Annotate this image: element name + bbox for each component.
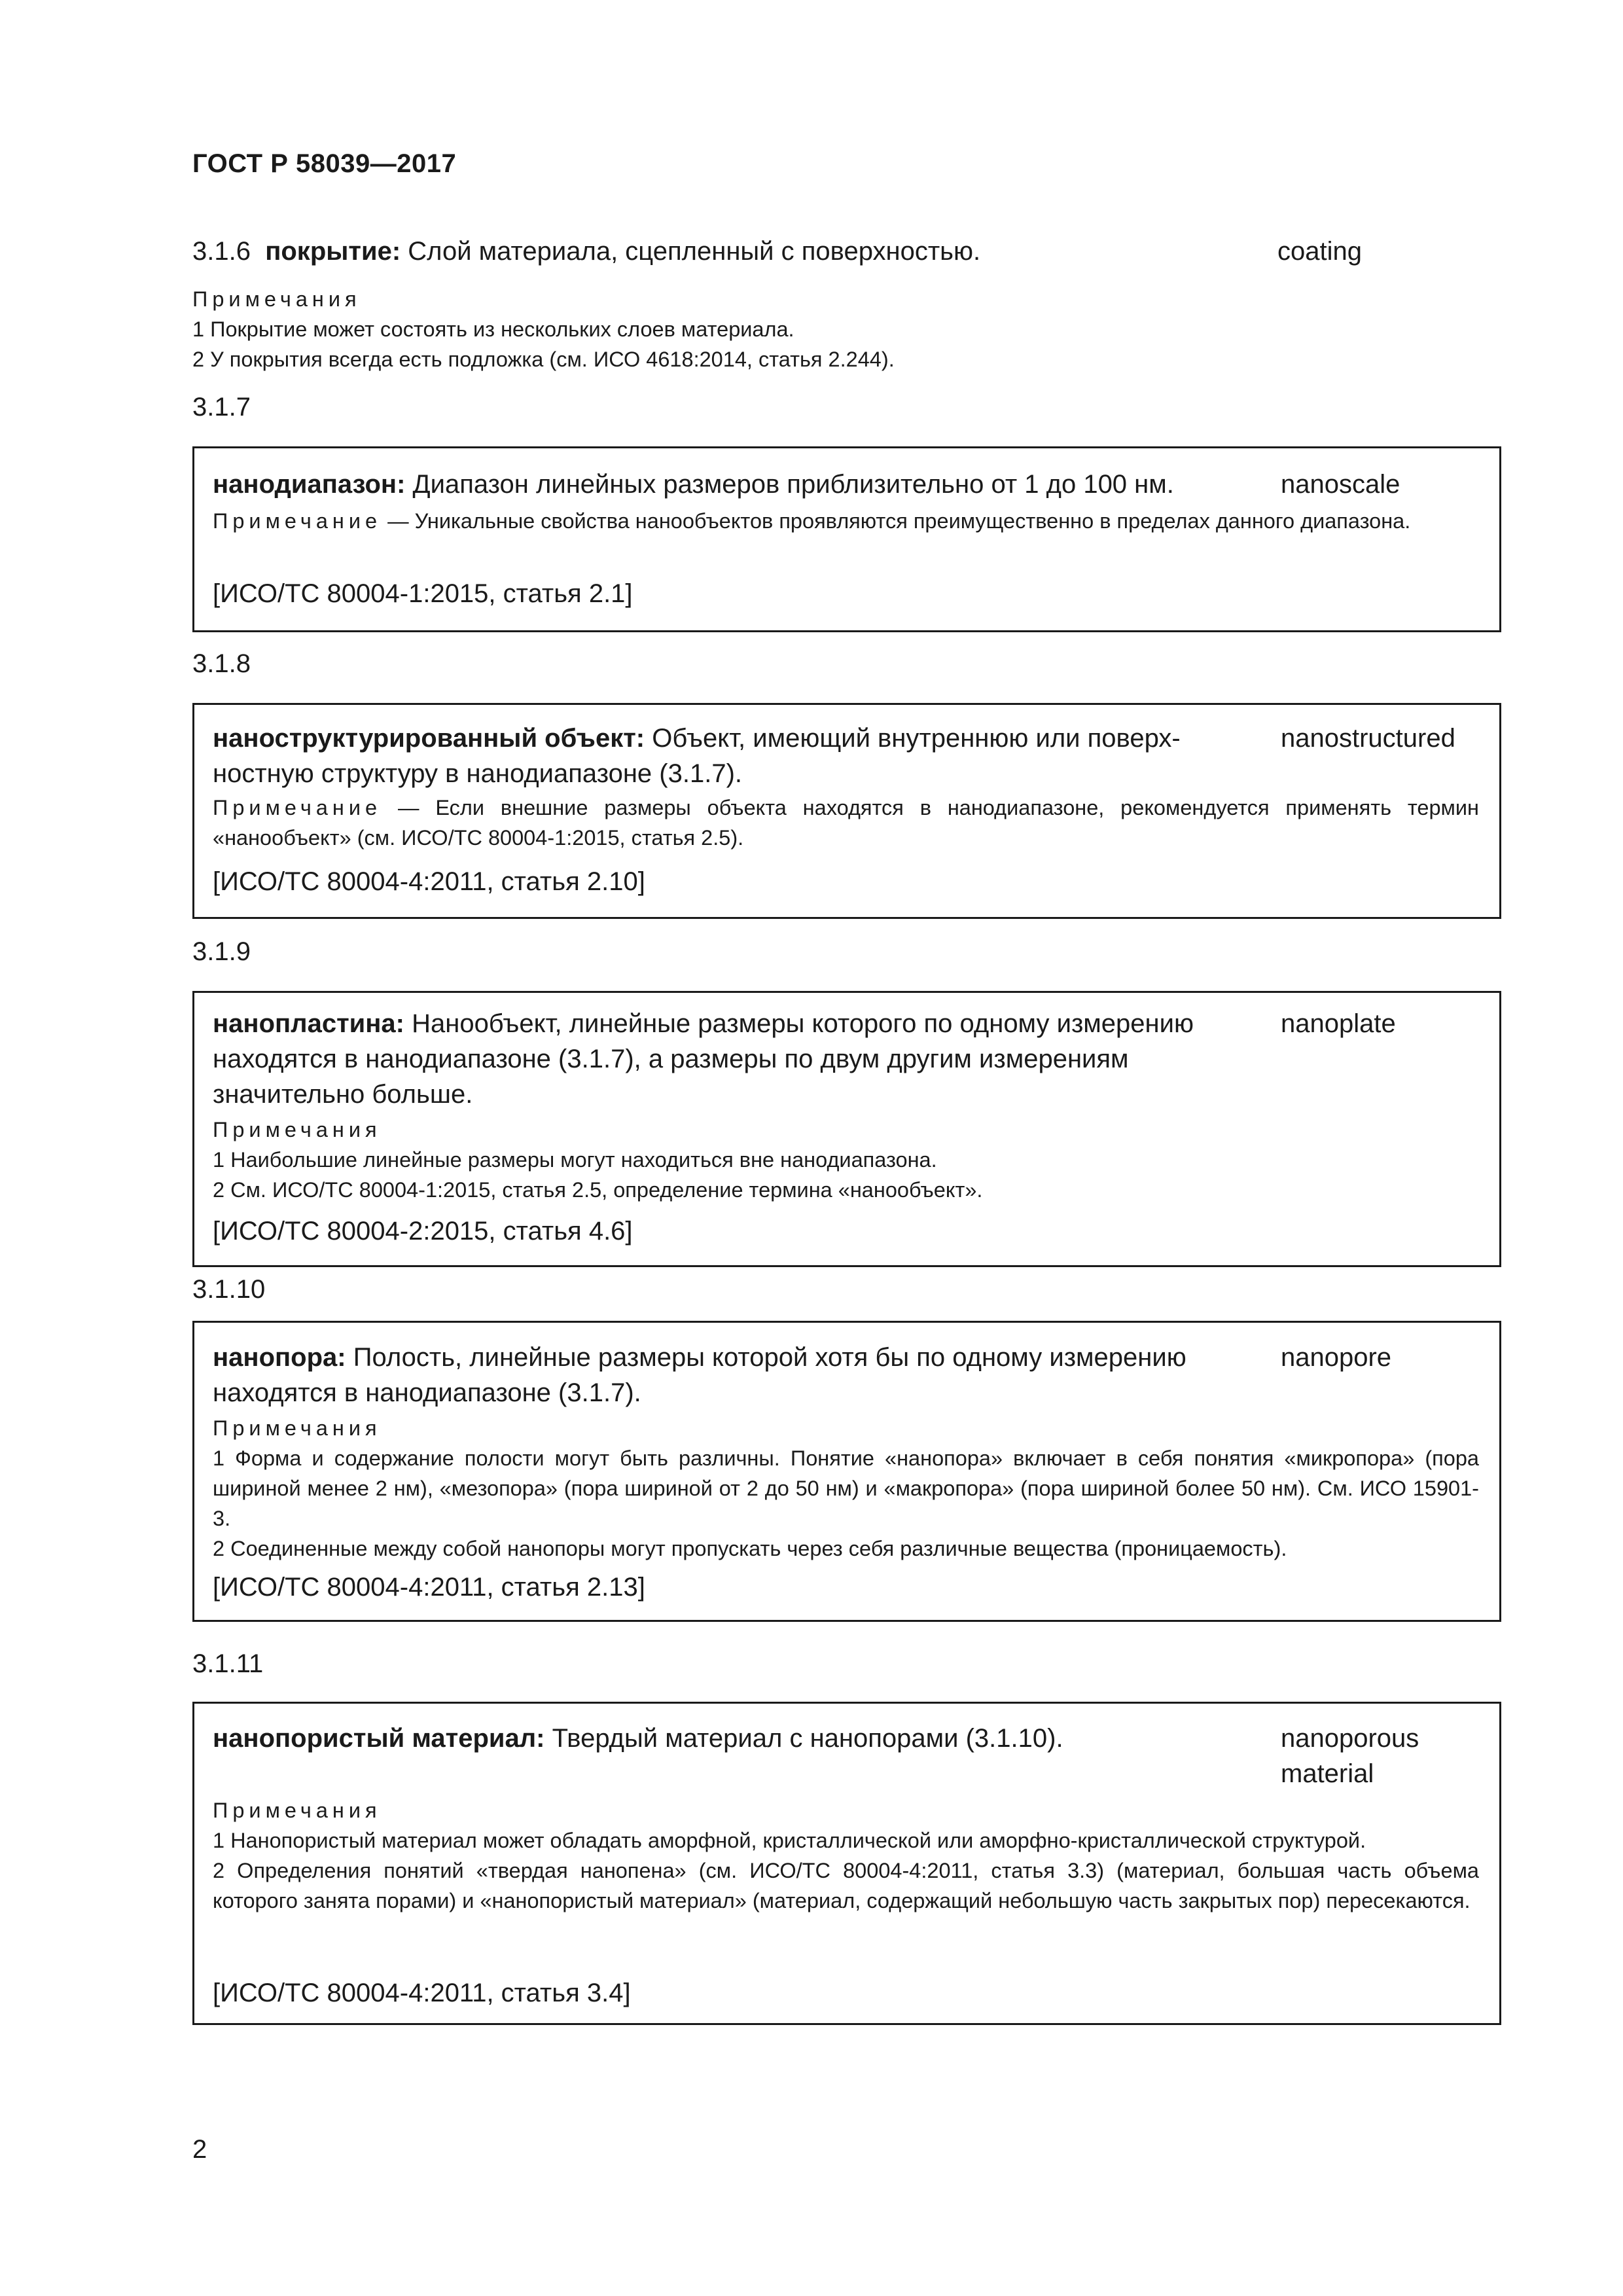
note-item: 2 У покрытия всегда есть подложка (см. ИСО 4618:2014, статья 2.244). [192,348,895,371]
notes-label: Примечание [213,509,382,533]
note: Примечание — Если внешние размеры объекта находятся в нанодиапазоне, рекомендуется применять термин «нанообъект» (см. ИСО/ТС 80004-1:2015, статья 2.5). [213,796,1480,850]
term-box-3-1-9 [192,991,1501,1267]
definition: Слой материала, сцепленный с поверхностью. [408,237,981,266]
english-term: nanoplate [1281,1009,1396,1038]
document-header: ГОСТ Р 58039—2017 [192,149,457,178]
note-item: 1 Форма и содержание полости могут быть различны. Понятие «нанопора» включает в себя понятия «микропора» (пора шириной менее 2 нм), «мезопора» (пора шириной от 2 до 50 нм) и «макропора» (пора шириной более 50 нм). См. ИСО 15901-3. [213,1446,1479,1530]
note-item: 2 Соединенные между собой нанопоры могут пропускать через себя различные вещества (проницаемость). [213,1537,1287,1560]
definition: наноструктурированный объект: Объект, имеющий внутреннюю или поверх-ностную структуру в нанодиапазоне (3.1.7). [213,724,1181,788]
entry-number: 3.1.10 [192,1275,266,1304]
term: наноструктурированный объект: [213,724,645,753]
english-term: coating [1277,237,1362,266]
source-reference: [ИСО/ТС 80004-4:2011, статья 3.4] [213,1979,631,2007]
entry-number: 3.1.7 [192,393,251,422]
source-reference: [ИСО/ТС 80004-1:2015, статья 2.1] [213,579,633,608]
note-item: 1 Нанопористый материал может обладать аморфной, кристаллической или аморфно-кристаллической структурой. [213,1829,1366,1852]
source-reference: [ИСО/ТС 80004-4:2011, статья 2.10] [213,867,645,896]
note-item: 2 Определения понятий «твердая нанопена» (см. ИСО/ТС 80004-4:2011, статья 3.3) (материал, большая часть объема которого занята порами) и «нанопористый материал» (материал, содержащий небольшую часть закрытых пор) пересекаются. [213,1859,1479,1912]
english-term: nanostructured [1281,724,1455,753]
english-term: nanoscale [1281,470,1400,499]
note-item: 2 См. ИСО/ТС 80004-1:2015, статья 2.5, определение термина «нанообъект». [213,1178,983,1202]
source-reference: [ИСО/ТС 80004-4:2011, статья 2.13] [213,1573,645,1602]
term: нанопластина: [213,1009,404,1038]
page-number: 2 [192,2135,207,2164]
notes-block [213,1795,1479,1916]
entry-number: 3.1.9 [192,937,251,966]
note: Примечание — Уникальные свойства нанообъектов проявляются преимущественно в пределах данного диапазона. [213,509,1411,533]
term-box-3-1-10 [192,1321,1501,1622]
definition: нанопластина: Нанообъект, линейные размеры которого по одному измерению находятся в нанодиапазоне (3.1.7), а размеры по двум другим измерениям значительно больше. [213,1009,1194,1109]
note-item: 1 Покрытие может состоять из нескольких слоев материала. [192,317,794,341]
entry-number: 3.1.6 [192,237,251,266]
definition: нанопористый материал: Твердый материал с нанопорами (3.1.10). [213,1724,1063,1753]
notes-block [192,284,1482,374]
notes-block [213,1115,1479,1205]
notes-label: Примечания [213,1416,382,1440]
english-term: nanoporous material [1281,1724,1419,1788]
term-box-3-1-8 [192,703,1501,919]
definition: нанодиапазон: Диапазон линейных размеров приблизительно от 1 до 100 нм. [213,470,1174,499]
entry-number: 3.1.11 [192,1649,264,1678]
definition: нанопора: Полость, линейные размеры которой хотя бы по одному измерению находятся в нанодиапазоне (3.1.7). [213,1343,1186,1407]
entry-number: 3.1.8 [192,649,251,678]
notes-label: Примечания [213,1799,382,1822]
term: нанопористый материал: [213,1724,545,1753]
term: нанопора: [213,1343,346,1372]
term: покрытие: [265,237,401,266]
term-box-3-1-7 [192,446,1501,632]
note-item: 1 Наибольшие линейные размеры могут находиться вне нанодиапазона. [213,1148,937,1172]
source-reference: [ИСО/ТС 80004-2:2015, статья 4.6] [213,1217,633,1246]
notes-label: Примечания [192,287,361,311]
term: нанодиапазон: [213,470,406,499]
notes-label: Примечание [213,796,382,819]
notes-block [213,1413,1479,1564]
term-box-3-1-11 [192,1702,1501,2025]
english-term: nanopore [1281,1343,1392,1372]
notes-label: Примечания [213,1118,382,1141]
